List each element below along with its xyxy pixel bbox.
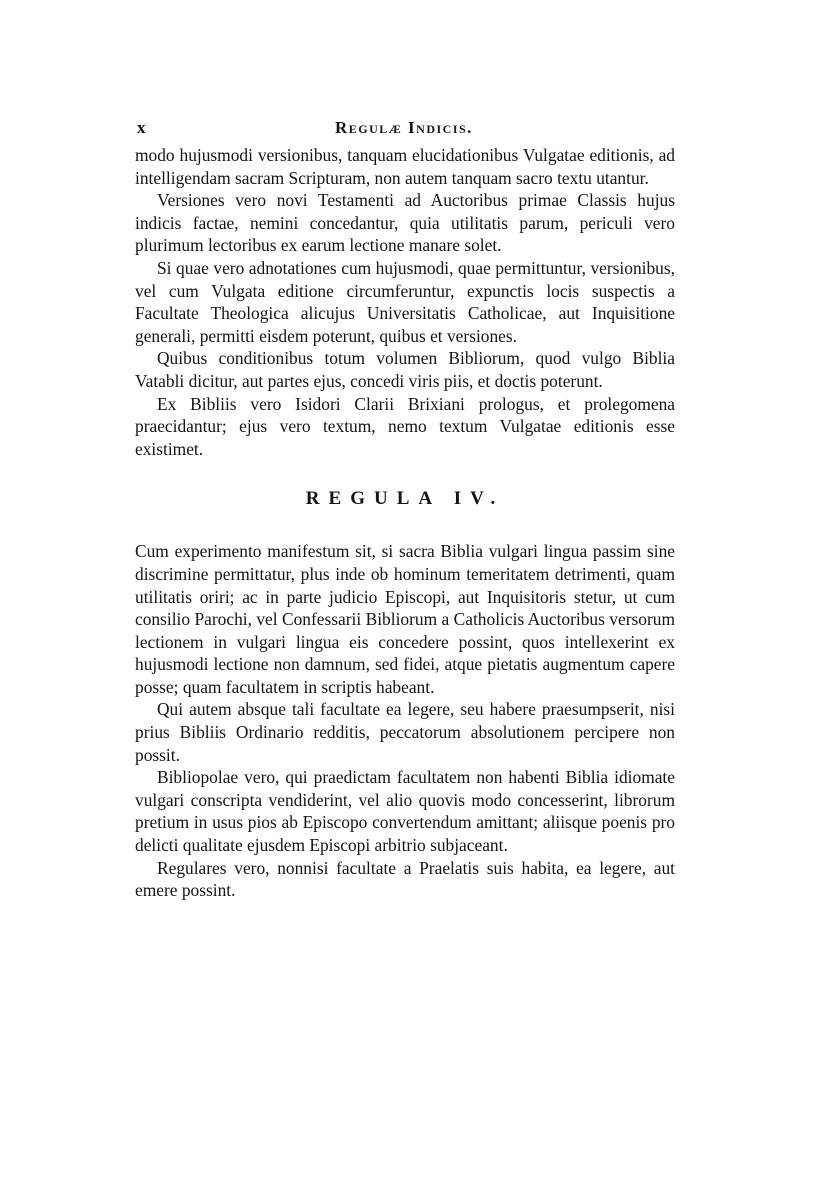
paragraph-vernacular-bible: Cum experimento manifestum sit, si sacra Biblia vulgari lingua passim sine discrimine permittatur, plus inde ob hominum temeritatem detrimenti, quam utilitatis oriri; ac in parte judicio Episcopi, aut Inquisitoris stetur, ut cum consilio Parochi, vel Confessarii Bibliorum a Catholicis Auctoribus versorum lectionem in vulgari lingua eis concedere possint, quos intellexerint ex hujusmodi lectione non damnum, sed fidei, atque pietatis augmentum capere posse; quam facultatem in scriptis habeant.: [135, 541, 675, 697]
paragraph-regulars: Regulares vero, nonnisi facultate a Praelatis suis habita, ea legere, aut emere possint.: [135, 857, 675, 901]
page-number: x: [137, 118, 147, 137]
paragraph-annotations: Si quae vero adnotationes cum hujusmodi, quae permittuntur, versionibus, vel cum Vulgata editione circumferuntur, expunctis locis suspectis a Facultate Theologica alicujus Universitatis Catholicae, aut Inquisitione generali, permitti eisdem poterunt, quibus et versiones.: [135, 257, 675, 346]
paragraph-vatablus-bible: Quibus conditionibus totum volumen Bibliorum, quod vulgo Biblia Vatabli dicitur, aut partes ejus, concedi viris piis, et doctis poterunt.: [135, 348, 675, 391]
text-block-regula-iv: [135, 540, 675, 902]
running-head: [135, 112, 675, 144]
paragraph-booksellers: Bibliopolae vero, qui praedictam facultatem non habenti Biblia idiomate vulgari conscripta vendiderint, vel alio quovis modo concesserint, librorum pretium in usus pios ab Episcopo convertendum amittant; aliisque poenis pro delicti qualitate ejusdem Episcopi arbitrio subjaceant.: [135, 767, 675, 856]
book-page: [135, 112, 675, 902]
paragraph-isidore-clarius: Ex Bibliis vero Isidori Clarii Brixiani prologus, et prolegomena praecidantur; ejus vero textum, nemo textum Vulgatae editionis esse existimet.: [135, 393, 675, 459]
paragraph-new-testament-versions: Versiones vero novi Testamenti ad Auctoribus primae Classis hujus indicis factae, nemini concedantur, quia utilitatis parum, periculi vero plurimum lectoribus ex earum lectione manare solet.: [135, 190, 675, 256]
paragraph-without-permission: Qui autem absque tali facultate ea legere, seu habere praesumpserit, nisi prius Bibliis Ordinario redditis, peccatorum absolutionem percipere non possit.: [135, 699, 675, 765]
text-block-continuation: [135, 144, 675, 460]
running-title: Regulæ Indicis.: [335, 118, 473, 137]
paragraph-vulgate-use: modo hujusmodi versionibus, tanquam elucidationibus Vulgatae editionis, ad intelligendam sacram Scripturam, non autem tanquam sacro textu utantur.: [135, 145, 675, 188]
section-heading-regula-iv: REGULA IV.: [305, 488, 505, 510]
